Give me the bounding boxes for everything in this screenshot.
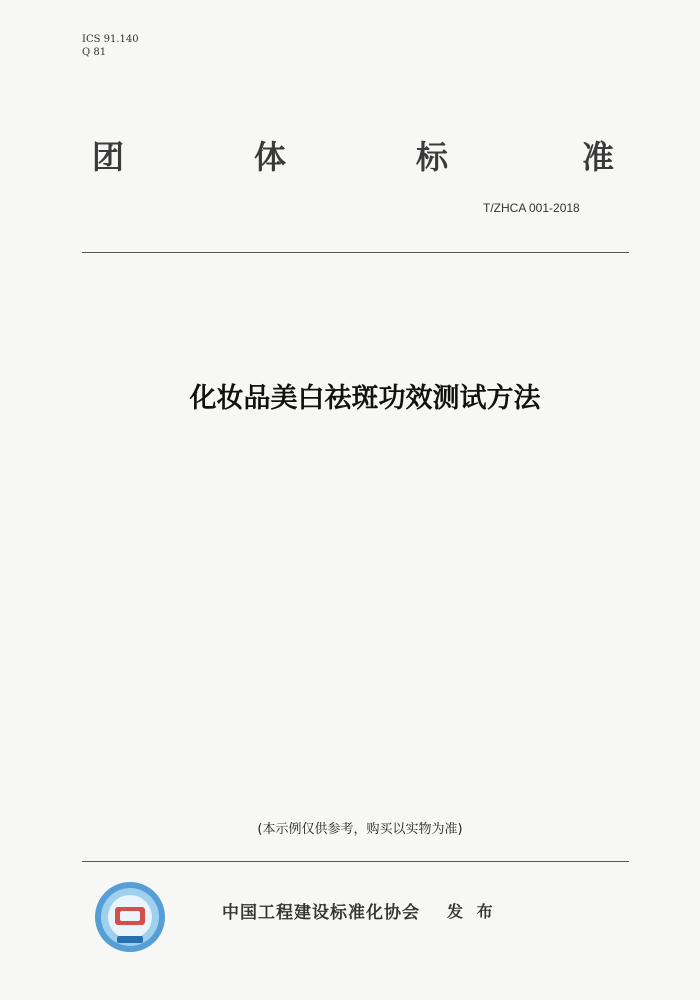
- standard-type-heading: [92, 132, 632, 180]
- issuing-organization: 中国工程建设标准化协会: [222, 903, 420, 923]
- standard-type-char-3: 标: [416, 138, 449, 176]
- top-divider: [82, 252, 629, 253]
- bottom-divider: [82, 861, 629, 862]
- standard-type-char-1: 团: [92, 138, 125, 176]
- document-title: 化妆品美白祛斑功效测试方法: [189, 383, 541, 414]
- ics-code: ICS 91.140: [82, 34, 139, 45]
- standard-number: T/ZHCA 001-2018: [483, 201, 580, 215]
- sample-note: (本示例仅供参考，购买以实物为准): [257, 822, 463, 837]
- ccs-code: Q 81: [82, 47, 107, 58]
- standard-type-char-4: 准: [582, 138, 615, 176]
- classification-codes: [82, 33, 139, 59]
- standard-type-char-2: 体: [254, 138, 287, 176]
- association-seal-icon: [93, 880, 167, 954]
- release-label: 发 布: [447, 902, 497, 921]
